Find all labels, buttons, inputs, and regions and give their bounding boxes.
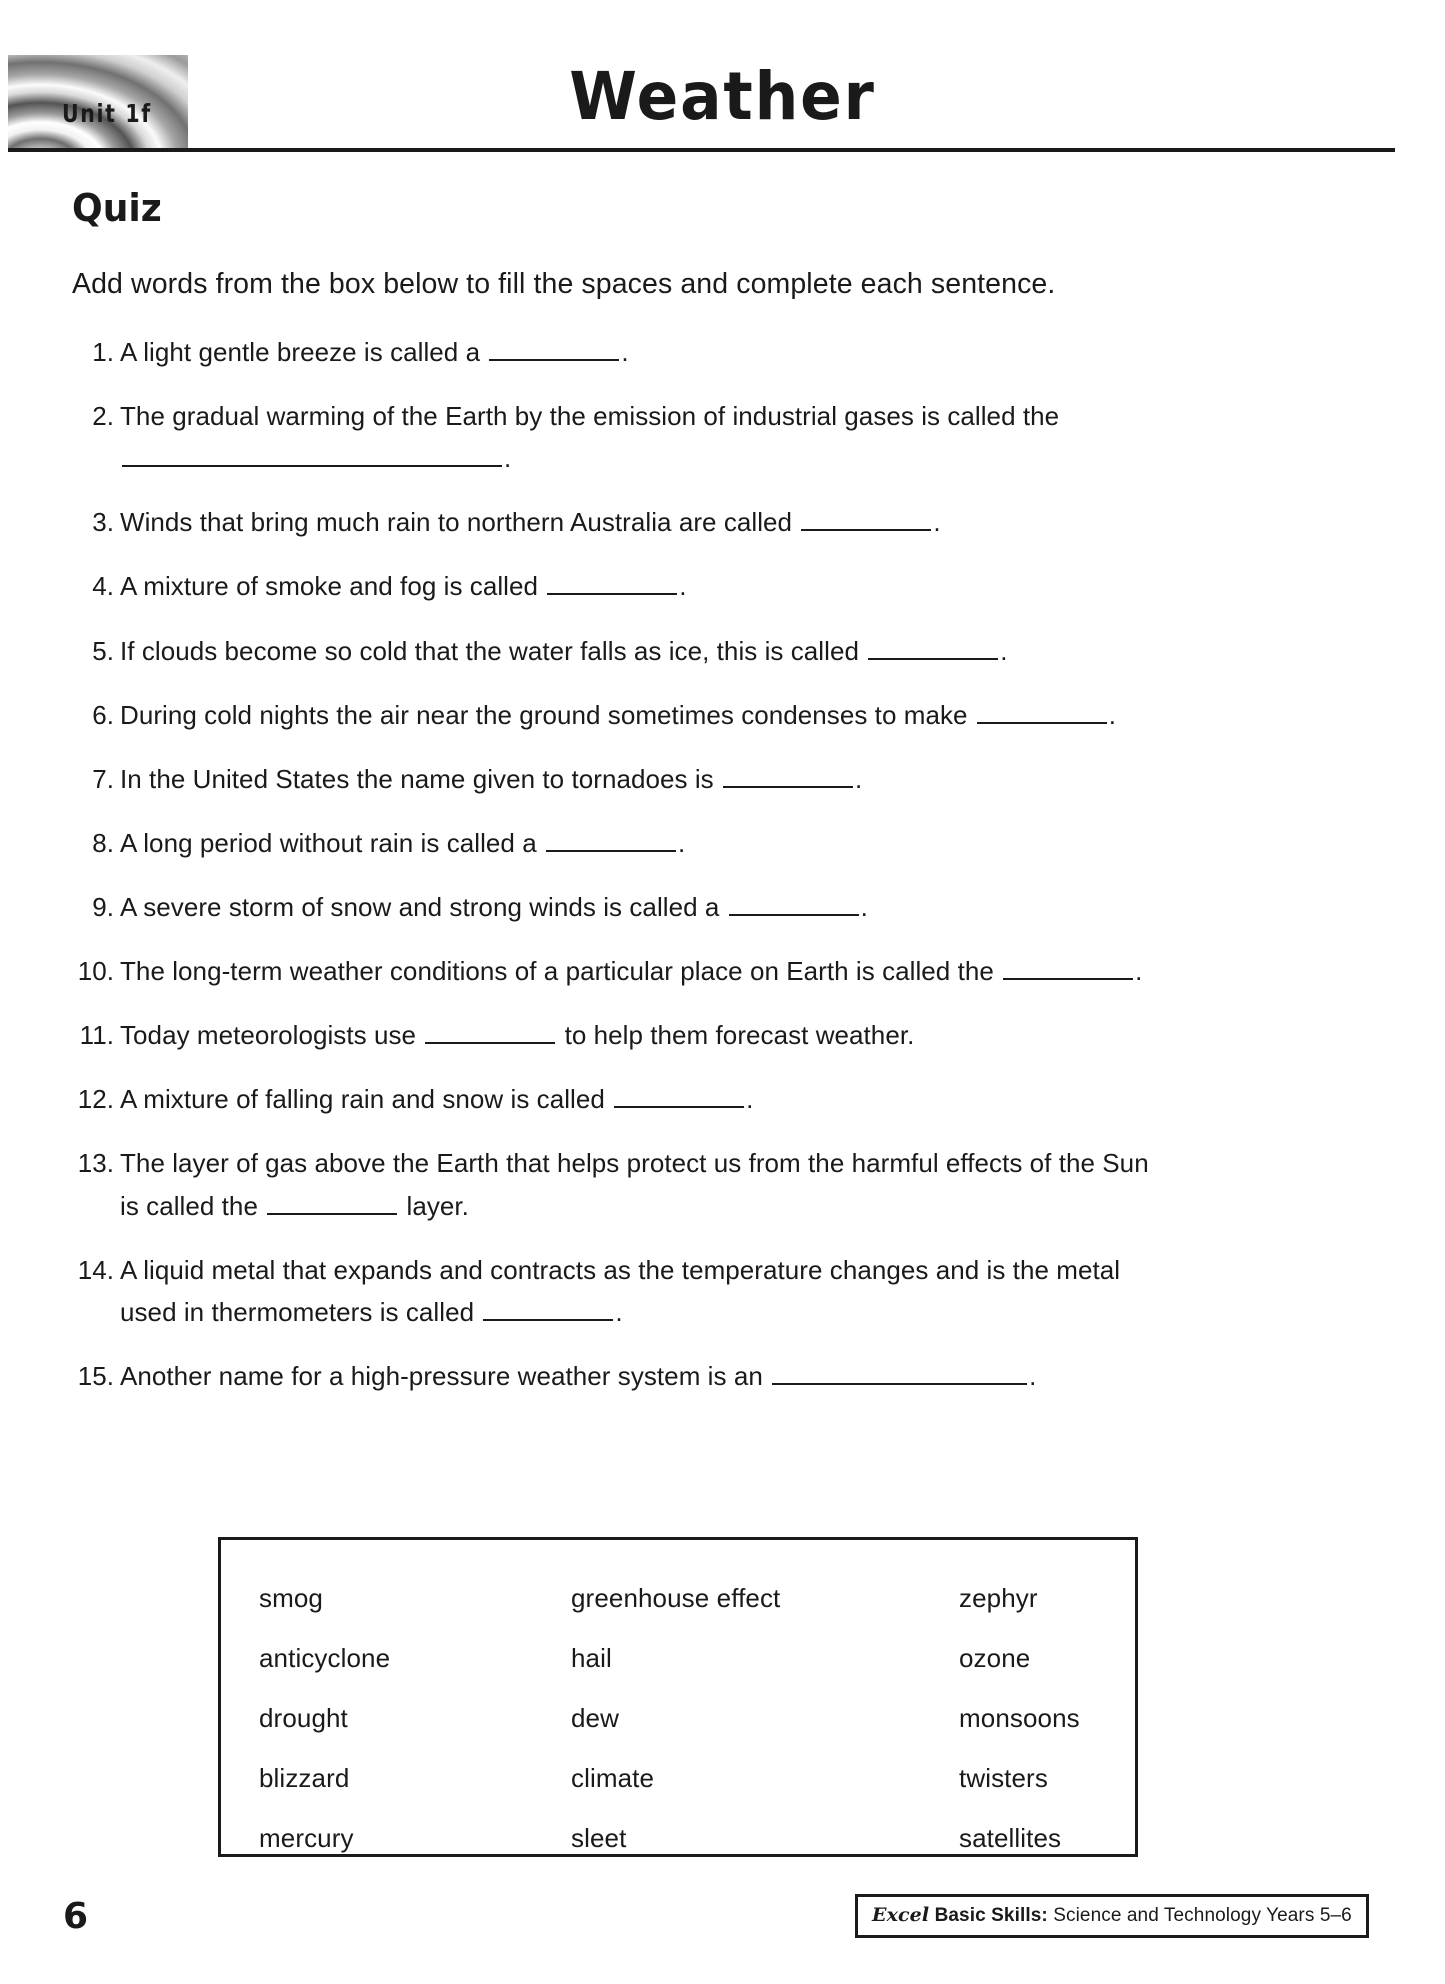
word-bank-grid xyxy=(221,1540,1135,1868)
question-text-part: . xyxy=(1029,1360,1037,1391)
question-text-part: . xyxy=(621,337,629,367)
question-item xyxy=(72,565,1372,607)
question-text-part: A severe storm of snow and strong winds is called a xyxy=(120,891,727,922)
question-number: 5. xyxy=(92,635,114,666)
question-text-part: If clouds become so cold that the water falls as ice, this is called xyxy=(120,635,867,666)
question-text xyxy=(120,337,629,367)
question-text xyxy=(120,1084,753,1114)
question-number: 4. xyxy=(92,571,114,602)
question-text-part: In the United States the name given to tornadoes is xyxy=(120,763,721,794)
word-bank-item[interactable]: ozone xyxy=(959,1643,1031,1673)
answer-blank[interactable] xyxy=(122,438,502,467)
question-text-part: . xyxy=(615,1296,623,1327)
quiz-instructions: Add words from the box below to fill the spaces and complete each sentence. xyxy=(72,268,1056,300)
page-title: Weather xyxy=(569,58,876,135)
question-item xyxy=(72,1249,1372,1333)
word-bank-item[interactable]: monsoons xyxy=(959,1703,1080,1733)
question-text-part: A liquid metal that expands and contracts as the temperature changes and is the metal xyxy=(120,1254,1121,1285)
page-footer xyxy=(0,1890,1445,1950)
question-text-part: . xyxy=(1000,635,1008,666)
answer-blank[interactable] xyxy=(547,566,677,595)
answer-blank[interactable] xyxy=(267,1185,397,1214)
question-text xyxy=(120,1361,1036,1391)
question-number: 9. xyxy=(92,891,114,922)
question-item xyxy=(72,1014,1372,1056)
question-number: 2. xyxy=(92,401,114,432)
unit-label: Unit 1f xyxy=(62,99,152,128)
question-list xyxy=(72,331,1372,1397)
question-text-part: . xyxy=(746,1084,754,1115)
question-text xyxy=(120,764,862,794)
question-item xyxy=(72,758,1372,800)
question-item xyxy=(72,331,1372,373)
question-text xyxy=(120,1255,1120,1327)
question-text-part: . xyxy=(504,443,512,474)
question-text-part: A long period without rain is called a xyxy=(120,827,544,858)
question-item xyxy=(72,822,1372,864)
question-item xyxy=(72,694,1372,736)
question-number: 13. xyxy=(77,1148,114,1179)
question-item xyxy=(72,1355,1372,1397)
question-item xyxy=(72,1142,1372,1226)
word-bank-item[interactable]: zephyr xyxy=(959,1583,1038,1613)
question-number: 12. xyxy=(77,1084,114,1115)
question-item xyxy=(72,395,1372,479)
answer-blank[interactable] xyxy=(425,1015,555,1044)
question-text xyxy=(120,956,1142,986)
question-text xyxy=(120,636,1008,666)
word-bank-item[interactable]: hail xyxy=(571,1643,612,1673)
question-text xyxy=(120,401,1059,473)
header-divider xyxy=(8,148,1395,152)
question-number: 11. xyxy=(79,1020,114,1051)
question-item xyxy=(72,630,1372,672)
word-bank-item[interactable]: sleet xyxy=(571,1823,627,1853)
answer-blank[interactable] xyxy=(614,1079,744,1108)
question-text-part: . xyxy=(1108,699,1117,730)
question-text xyxy=(120,507,941,537)
question-text-part: . xyxy=(854,763,863,794)
answer-blank[interactable] xyxy=(1003,951,1133,980)
word-bank-item[interactable]: drought xyxy=(259,1703,348,1733)
word-bank-item[interactable]: greenhouse effect xyxy=(571,1583,781,1613)
word-bank-box xyxy=(218,1537,1138,1857)
question-item xyxy=(72,950,1372,992)
question-text-part: used in thermometers is called xyxy=(120,1296,482,1327)
question-text-part: The layer of gas above the Earth that helps protect us from the harmful effects of the Sun xyxy=(120,1148,1149,1179)
question-text-part: The gradual warming of the Earth by the emission of industrial gases is called the xyxy=(120,401,1060,432)
question-number: 14. xyxy=(77,1254,114,1285)
question-text xyxy=(120,571,687,601)
word-bank-item[interactable]: blizzard xyxy=(259,1763,350,1793)
question-text xyxy=(120,1020,914,1050)
publisher-series: Science and Technology Years 5–6 xyxy=(1047,1905,1352,1926)
question-item xyxy=(72,1078,1372,1120)
question-number: 1. xyxy=(92,337,114,367)
question-text-part: During cold nights the air near the ground sometimes condenses to make xyxy=(120,699,975,730)
question-text-part: . xyxy=(679,571,687,602)
word-bank-item[interactable]: satellites xyxy=(959,1823,1062,1853)
question-text-part: layer. xyxy=(399,1190,469,1221)
question-number: 15. xyxy=(77,1360,114,1391)
question-text-part: . xyxy=(1135,956,1143,987)
page-number: 6 xyxy=(63,1896,89,1937)
word-bank-item[interactable]: twisters xyxy=(959,1763,1048,1793)
question-item xyxy=(72,886,1372,928)
answer-blank[interactable] xyxy=(772,1356,1027,1385)
question-text-part: Winds that bring much rain to northern Australia are called xyxy=(120,507,800,538)
question-text xyxy=(120,1148,1149,1220)
question-number: 10. xyxy=(77,956,114,987)
word-bank-item[interactable]: dew xyxy=(571,1703,619,1733)
quiz-section xyxy=(72,186,1372,1419)
answer-blank[interactable] xyxy=(546,823,676,852)
question-number: 3. xyxy=(92,507,114,538)
answer-blank[interactable] xyxy=(868,630,998,659)
question-text xyxy=(120,700,1116,730)
question-number: 8. xyxy=(92,827,114,858)
publisher-tag xyxy=(855,1894,1369,1938)
question-text xyxy=(120,828,685,858)
answer-blank[interactable] xyxy=(729,887,859,916)
question-text-part: Today meteorologists use xyxy=(120,1020,424,1051)
question-text-part: is called the xyxy=(120,1190,266,1221)
publisher-brand: Excel xyxy=(872,1904,930,1926)
page-header xyxy=(0,0,1445,150)
answer-blank[interactable] xyxy=(723,758,853,787)
word-bank-item[interactable]: smog xyxy=(259,1583,323,1613)
question-number: 7. xyxy=(92,763,114,794)
word-bank-item[interactable]: anticyclone xyxy=(259,1643,391,1673)
word-bank-item[interactable]: climate xyxy=(571,1763,655,1793)
question-text-part: Another name for a high-pressure weather system is an xyxy=(120,1360,771,1391)
question-text-part: to help them forecast weather. xyxy=(557,1020,915,1051)
answer-blank[interactable] xyxy=(489,332,619,361)
word-bank-item[interactable]: mercury xyxy=(259,1823,354,1853)
question-item xyxy=(72,501,1372,543)
question-text-part: . xyxy=(677,827,686,858)
question-text-part: A light gentle breeze is called a xyxy=(120,337,488,367)
answer-blank[interactable] xyxy=(801,502,931,531)
quiz-heading: Quiz xyxy=(72,186,162,230)
question-text-part: The long-term weather conditions of a particular place on Earth is called the xyxy=(120,956,1002,987)
question-text-part: A mixture of smoke and fog is called xyxy=(120,571,546,602)
question-text-part: A mixture of falling rain and snow is called xyxy=(120,1084,613,1115)
question-number: 6. xyxy=(92,699,114,730)
answer-blank[interactable] xyxy=(977,694,1107,723)
question-text-part: . xyxy=(860,891,868,922)
question-text xyxy=(120,892,868,922)
publisher-brand-suffix: Basic Skills: xyxy=(929,1905,1048,1926)
question-text-part: . xyxy=(933,507,941,538)
answer-blank[interactable] xyxy=(483,1291,613,1320)
